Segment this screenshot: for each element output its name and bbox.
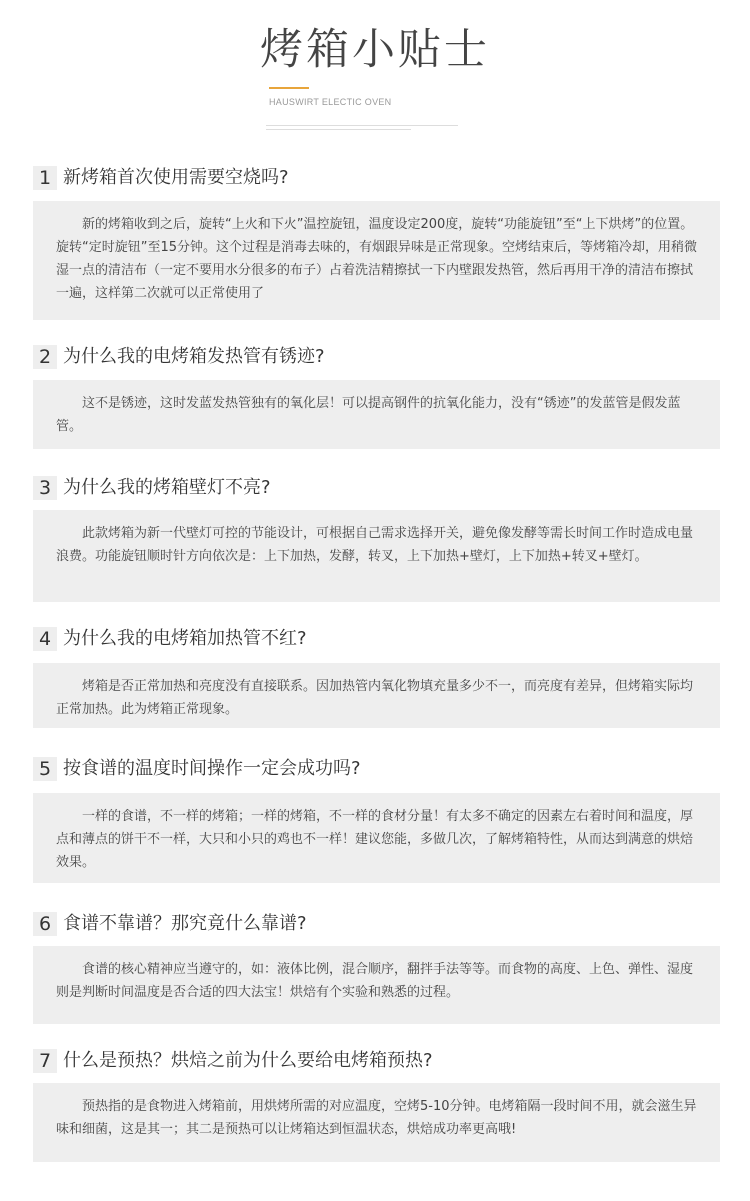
divider-line: [266, 129, 411, 130]
accent-line: [269, 87, 309, 89]
answer-box: [33, 793, 720, 883]
faq-item: [33, 627, 720, 717]
question-number: 4: [33, 627, 57, 651]
divider-line: [266, 125, 458, 126]
question-number: 7: [33, 1049, 57, 1073]
answer-box: [33, 380, 720, 449]
page-subtitle: HAUSWIRT ELECTIC OVEN: [269, 97, 392, 107]
answer-text: 一样的食谱，不一样的烤箱；一样的烤箱，不一样的食材分量！有太多不确定的因素左右着时间和温度，厚点和薄点的饼干不一样，大只和小只的鸡也不一样！建议您能，多做几次，了解烤箱特性，从而达到满意的烘焙效果。: [56, 809, 694, 870]
question-row: [33, 476, 720, 502]
answer-box: [33, 946, 720, 1024]
question-row: [33, 166, 720, 192]
question-number: 1: [33, 166, 57, 190]
question-number: 2: [33, 345, 57, 369]
faq-item: [33, 166, 720, 301]
question-number: 5: [33, 757, 57, 781]
question-text: 为什么我的电烤箱发热管有锈迹?: [63, 346, 325, 367]
faq-item: [33, 345, 720, 434]
answer-text: 这不是锈迹，这时发蓝发热管独有的氧化层！可以提高钢件的抗氧化能力，没有“锈迹”的发蓝管是假发蓝管。: [56, 396, 681, 434]
answer-box: [33, 1083, 720, 1162]
faq-item: [33, 757, 720, 870]
page-title: 烤箱小贴士: [260, 25, 490, 75]
question-row: [33, 757, 720, 783]
question-number: 6: [33, 912, 57, 936]
question-row: [33, 1049, 720, 1075]
question-row: [33, 627, 720, 653]
faq-item: [33, 1049, 720, 1137]
question-text: 为什么我的电烤箱加热管不红?: [63, 628, 307, 649]
answer-text: 此款烤箱为新一代壁灯可控的节能设计，可根据自己需求选择开关，避免像发酵等需长时间工作时造成电量浪费。功能旋钮顺时针方向依次是：上下加热，发酵，转叉，上下加热+壁灯，上下加热+转叉+壁灯。: [56, 526, 694, 564]
question-text: 为什么我的烤箱壁灯不亮?: [63, 477, 271, 498]
header: [0, 0, 750, 140]
answer-box: [33, 663, 720, 728]
answer-box: [33, 510, 720, 602]
question-text: 食谱不靠谱？那究竟什么靠谱?: [63, 913, 307, 934]
question-row: [33, 912, 720, 938]
question-text: 按食谱的温度时间操作一定会成功吗?: [63, 758, 361, 779]
answer-box: [33, 201, 720, 320]
question-text: 什么是预热？烘焙之前为什么要给电烤箱预热?: [63, 1050, 433, 1071]
answer-text: 烤箱是否正常加热和亮度没有直接联系。因加热管内氧化物填充量多少不一，而亮度有差异，但烤箱实际均正常加热。此为烤箱正常现象。: [56, 679, 694, 717]
question-number: 3: [33, 476, 57, 500]
question-text: 新烤箱首次使用需要空烧吗?: [63, 167, 289, 188]
answer-text: 食谱的核心精神应当遵守的，如：液体比例，混合顺序，翻拌手法等等。而食物的高度、上色、弹性、湿度则是判断时间温度是否合适的四大法宝！烘焙有个实验和熟悉的过程。: [56, 962, 694, 1000]
faq-item: [33, 476, 720, 564]
question-row: [33, 345, 720, 371]
answer-text: 预热指的是食物进入烤箱前，用烘烤所需的对应温度，空烤5-10分钟。电烤箱隔一段时间不用，就会滋生异味和细菌，这是其一；其二是预热可以让烤箱达到恒温状态，烘焙成功率更高哦!: [56, 1099, 697, 1137]
answer-text: 新的烤箱收到之后，旋转“上火和下火”温控旋钮，温度设定200度，旋转“功能旋钮”至“上下烘烤”的位置。旋转“定时旋钮”至15分钟。这个过程是消毒去味的，有烟跟异味是正常现象。空烤结束后，等烤箱冷却，用稍微湿一点的清洁布（一定不要用水分很多的布子）占着洗洁精擦拭一下内壁跟发热管，然后再用干净的清洁布擦拭一遍，这样第二次就可以正常使用了: [56, 217, 698, 301]
faq-item: [33, 912, 720, 1000]
